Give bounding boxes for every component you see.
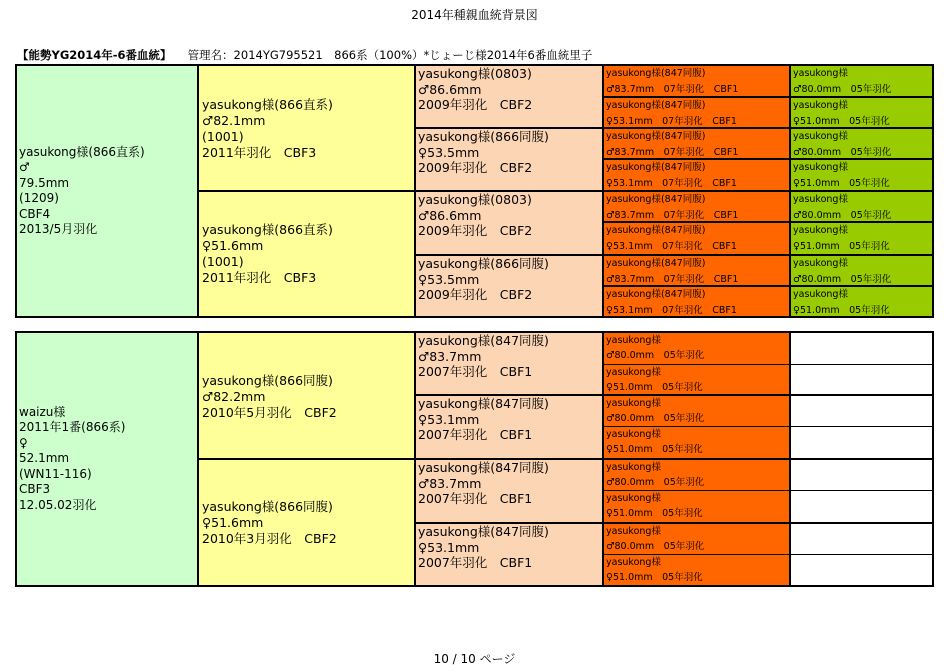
mother-gen3-cell: yasukong様(847同腹) ♂83.7mm 2007年羽化 CBF1 xyxy=(418,333,549,379)
page-number: 10 / 10 ページ xyxy=(433,652,516,666)
father-gen1-cell: yasukong様(866直系) ♂ 79.5mm (1209) CBF4 2013/5月羽化 xyxy=(19,144,145,236)
father-gen4-column xyxy=(604,66,791,316)
father-gen3-cell: yasukong様(0803) ♂86.6mm 2009年羽化 CBF2 xyxy=(416,190,602,254)
father-gen4-cell: yasukong様(847同腹) ♂83.7mm 07年羽化 CBF1 xyxy=(604,190,789,223)
father-gen4-cell: yasukong様(847同腹) ♀53.1mm 07年羽化 CBF1 xyxy=(604,158,789,192)
mother-gen5-empty-cell xyxy=(791,458,932,491)
father-gen5-cell: yasukong様 ♀51.0mm 05年羽化 xyxy=(791,285,932,316)
mother-gen1-column xyxy=(17,333,199,585)
father-gen1-column xyxy=(17,66,199,316)
father-gen5-cell: yasukong様 ♀51.0mm 05年羽化 xyxy=(791,158,932,192)
mother-gen3-cell: yasukong様(847同腹) ♀53.1mm 2007年羽化 CBF1 xyxy=(416,522,602,585)
mother-pedigree xyxy=(15,331,934,587)
mother-gen4-cell: yasukong様 ♀51.0mm 05年羽化 xyxy=(604,554,789,585)
father-pedigree xyxy=(15,64,934,318)
mother-gen4-column xyxy=(604,333,791,585)
father-gen2-column xyxy=(199,66,416,316)
father-gen5-cell: yasukong様 ♀51.0mm 05年羽化 xyxy=(791,221,932,254)
father-gen4-cell: yasukong様(847同腹) ♂83.7mm 07年羽化 CBF1 xyxy=(604,254,789,287)
father-gen3-column xyxy=(416,66,604,316)
mother-gen2-column xyxy=(199,333,416,585)
management-name: 管理名：2014YG795521 866系（100%）*じょーじ様2014年6番血統里子 xyxy=(187,48,593,62)
mother-gen5-empty-cell xyxy=(791,364,932,395)
mother-gen4-cell: yasukong様 ♀51.0mm 05年羽化 xyxy=(604,490,789,522)
father-gen5-cell: yasukong様 ♂80.0mm 05年羽化 xyxy=(791,127,932,160)
mother-gen3-cell: yasukong様(847同腹) ♀53.1mm 2007年羽化 CBF1 xyxy=(416,394,602,458)
mother-gen4-cell: yasukong様 ♂80.0mm 05年羽化 xyxy=(604,522,789,555)
mother-gen2-cell: yasukong様(866同腹) ♀51.6mm 2010年3月羽化 CBF2 xyxy=(199,458,414,585)
father-gen5-cell: yasukong様 ♂80.0mm 05年羽化 xyxy=(791,66,932,98)
father-gen4-cell: yasukong様(847同腹) ♀53.1mm 07年羽化 CBF1 xyxy=(604,221,789,254)
father-gen2-cell: yasukong様(866直系) ♂82.1mm (1001) 2011年羽化 CBF3 xyxy=(202,97,333,160)
mother-gen4-cell: yasukong様 ♀51.0mm 05年羽化 xyxy=(604,364,789,395)
father-gen3-cell: yasukong様(866同腹) ♀53.5mm 2009年羽化 CBF2 xyxy=(416,127,602,190)
father-gen4-cell: yasukong様(847同腹) ♀53.1mm 07年羽化 CBF1 xyxy=(604,96,789,129)
father-gen2-cell: yasukong様(866直系) ♀51.6mm (1001) 2011年羽化 CBF3 xyxy=(199,190,414,316)
header-line xyxy=(17,47,592,63)
mother-gen5-empty-cell xyxy=(791,490,932,522)
mother-gen5-empty-cell xyxy=(791,426,932,458)
father-gen5-column xyxy=(791,66,932,316)
father-gen5-cell: yasukong様 ♂80.0mm 05年羽化 xyxy=(791,190,932,223)
mother-gen5-empty-cell xyxy=(791,333,932,365)
mother-gen3-cell: yasukong様(847同腹) ♂83.7mm 2007年羽化 CBF1 xyxy=(416,458,602,522)
father-gen5-cell: yasukong様 ♂80.0mm 05年羽化 xyxy=(791,254,932,287)
father-gen5-cell: yasukong様 ♀51.0mm 05年羽化 xyxy=(791,96,932,129)
mother-gen2-cell: yasukong様(866同腹) ♂82.2mm 2010年5月羽化 CBF2 xyxy=(202,372,337,420)
lineage-code: 【能勢YG2014年-6番血統】 xyxy=(17,48,172,62)
mother-gen5-column xyxy=(791,333,932,585)
mother-gen3-column xyxy=(416,333,604,585)
father-gen3-cell: yasukong様(866同腹) ♀53.5mm 2009年羽化 CBF2 xyxy=(416,254,602,316)
father-gen4-cell: yasukong様(847同腹) ♀53.1mm 07年羽化 CBF1 xyxy=(604,285,789,316)
father-gen3-cell: yasukong様(0803) ♂86.6mm 2009年羽化 CBF2 xyxy=(418,66,533,112)
mother-gen5-empty-cell xyxy=(791,522,932,555)
mother-gen4-cell: yasukong様 ♂80.0mm 05年羽化 xyxy=(606,335,705,361)
mother-gen5-empty-cell xyxy=(791,394,932,427)
father-gen4-cell: yasukong様(847同腹) ♂83.7mm 07年羽化 CBF1 xyxy=(606,68,739,95)
mother-gen4-cell: yasukong様 ♀51.0mm 05年羽化 xyxy=(604,426,789,458)
page-title: 2014年種親血統背景図 xyxy=(411,8,538,22)
mother-gen4-cell: yasukong様 ♂80.0mm 05年羽化 xyxy=(604,458,789,491)
mother-gen1-cell: waizu様 2011年1番(866系) ♀ 52.1mm (WN11-116) CBF3 12.05.02羽化 xyxy=(19,404,126,512)
mother-gen5-empty-cell xyxy=(791,554,932,585)
father-gen4-cell: yasukong様(847同腹) ♂83.7mm 07年羽化 CBF1 xyxy=(604,127,789,160)
mother-gen4-cell: yasukong様 ♂80.0mm 05年羽化 xyxy=(604,394,789,427)
